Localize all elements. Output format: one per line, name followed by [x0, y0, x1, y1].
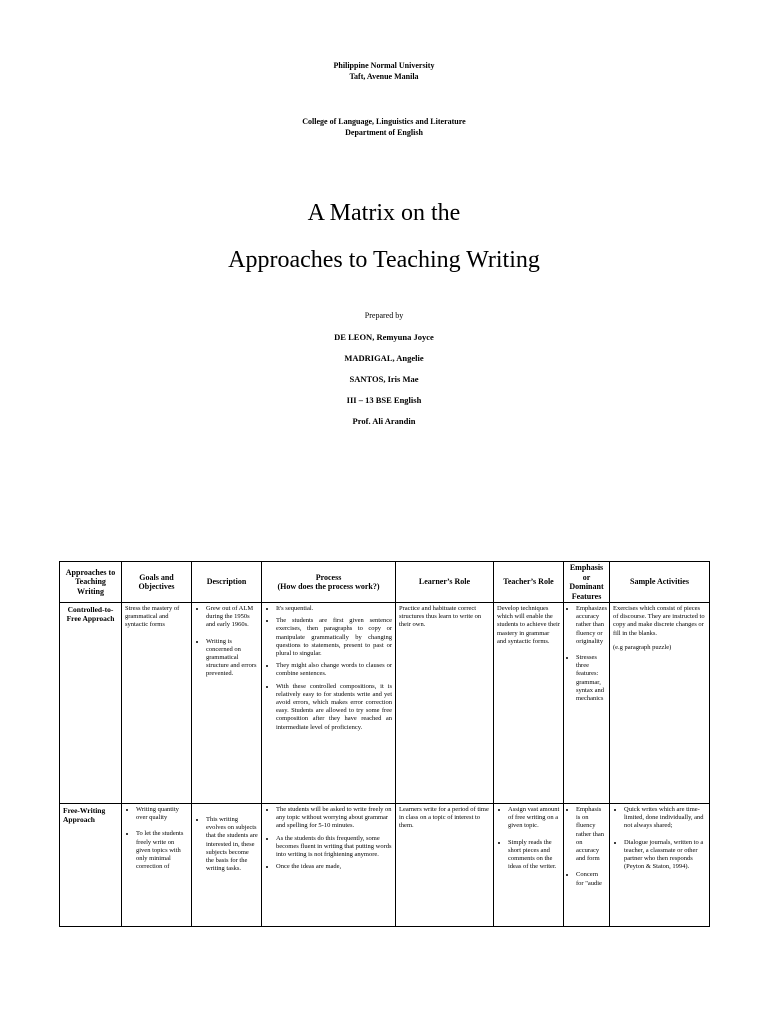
university-name: Philippine Normal University	[333, 61, 435, 70]
header-description: Description	[192, 562, 262, 603]
approach-name: Controlled-to- Free Approach	[60, 603, 122, 804]
university-location: Taft, Avenue Manila	[349, 72, 419, 81]
list-item: • They might also change words to clauses or combine sentences.	[276, 662, 392, 678]
table-row	[60, 804, 710, 927]
title-line-1: A Matrix on the	[307, 200, 461, 226]
professor-name: Prof. Ali Arandin	[352, 416, 416, 426]
list-item: • Dialogue journals, written to a teacher, a classmate or other partner who then responds (Peyton & Staton, 1994).	[624, 839, 706, 872]
author-name: DE LEON, Remyuna Joyce	[334, 332, 434, 342]
list-item: • The students are first given sentence exercises, then paragraphs to copy or manipulate grammatically by changing questions to statements, present to past or plural to singular.	[276, 617, 392, 658]
college-name: College of Language, Linguistics and Literature	[302, 117, 466, 126]
list-item: • Once the ideas are made,	[276, 863, 392, 871]
table-row	[60, 603, 710, 804]
list-item: • The students will be asked to write freely on any topic without worrying about grammar and spelling for 5-10 minutes.	[276, 806, 392, 831]
author-list	[0, 330, 768, 435]
list-item: • This writing evolves on subjects that the students are interested in, these subjects become the basis for the writing tasks.	[206, 816, 258, 873]
header-process	[262, 562, 396, 603]
list-item: • Emphasis is on fluency rather than on accuracy and form	[576, 806, 606, 863]
list-item: • Quick writes which are time-limited, done individually, and not always shared;	[624, 806, 706, 831]
description-cell	[192, 603, 262, 804]
activity-text: Exercises which consist of pieces of discourse. They are instructed to copy and make discrete changes or fill in the blanks.	[613, 605, 705, 637]
list-item: • Assign vast amount of free writing on a given topic.	[508, 806, 560, 831]
list-item: • With these controlled compositions, it is relatively easy to for students write and yet avoid errors, which makes error correction easy. Students are allowed to try some free composition after they have reached an intermediate level of proficiency.	[276, 683, 392, 732]
department-name: Department of English	[345, 128, 423, 137]
learner-role-cell: Practice and habituate correct structures thus learn to write on their own.	[396, 603, 494, 804]
author-name: MADRIGAL, Angelie	[344, 353, 424, 363]
activities-cell	[610, 603, 710, 804]
list-item: • Stresses three features: grammar, syntax and mechanics	[576, 654, 606, 703]
activities-cell	[610, 804, 710, 927]
emphasis-cell	[564, 804, 610, 927]
header-process-sub: (How does the process work?)	[277, 582, 380, 591]
list-item: • Simply reads the short pieces and comments on the ideas of the writer.	[508, 839, 560, 872]
list-item: • Concern for "audie	[576, 871, 606, 887]
list-item: • It's sequential.	[276, 605, 392, 613]
emphasis-cell	[564, 603, 610, 804]
list-item: • Grew out of ALM during the 1950s and early 1960s.	[206, 605, 258, 630]
activity-example: (e.g paragraph puzzle)	[613, 643, 672, 651]
table-header-row	[60, 562, 710, 603]
goals-cell: Stress the mastery of grammatical and syntactic forms	[122, 603, 192, 804]
class-section: III – 13 BSE English	[346, 395, 422, 405]
list-item: • Writing is concerned on grammatical structure and errors prevented.	[206, 638, 258, 679]
goals-cell	[122, 804, 192, 927]
header-activities: Sample Activities	[610, 562, 710, 603]
approach-name: Free-Writing Approach	[60, 804, 122, 927]
header-approach: Approaches to Teaching Writing	[60, 562, 122, 603]
process-cell	[262, 603, 396, 804]
list-item: • As the students do this frequently, some becomes fluent in writing that putting words into writing is not frightening anymore.	[276, 835, 392, 860]
title-line-2: Approaches to Teaching Writing	[228, 247, 540, 273]
header-goals: Goals and Objectives	[122, 562, 192, 603]
list-item: • To let the students freely write on given topics with only minimal correction of	[136, 830, 188, 871]
author-name: SANTOS, Iris Mae	[349, 374, 419, 384]
header-learner-role: Learner’s Role	[396, 562, 494, 603]
list-item: • Writing quantity over quality	[136, 806, 188, 822]
college-header	[0, 116, 768, 138]
approaches-matrix-table	[59, 561, 710, 927]
teacher-role-cell	[494, 804, 564, 927]
process-cell	[262, 804, 396, 927]
university-header	[0, 60, 768, 82]
prepared-by-label: Prepared by	[364, 311, 404, 320]
header-emphasis: Emphasis or Dominant Features	[564, 562, 610, 603]
header-teacher-role: Teacher’s Role	[494, 562, 564, 603]
list-item: • Emphasizes accuracy rather than fluency or originality	[576, 605, 606, 646]
teacher-role-cell: Develop techniques which will enable the students to achieve their mastery in grammar and syntactic forms.	[494, 603, 564, 804]
learner-role-cell: Learners write for a period of time in class on a topic of interest to them.	[396, 804, 494, 927]
description-cell	[192, 804, 262, 927]
header-process-title: Process	[315, 572, 342, 582]
